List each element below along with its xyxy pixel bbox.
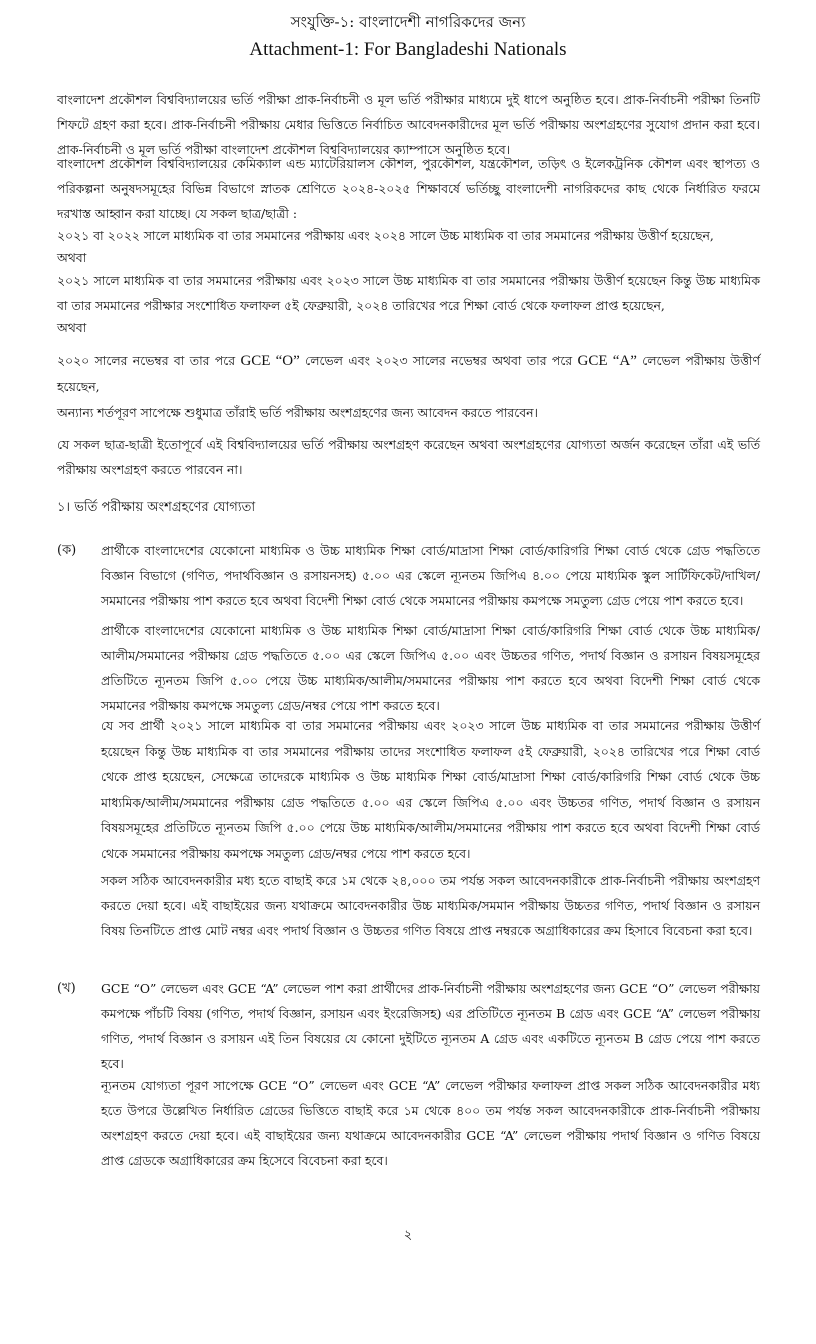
condition-3-part-3: লেভেল পরীক্ষায় উত্তীর্ণ হয়েছেন,: [57, 353, 760, 394]
condition-2: ২০২১ সালে মাধ্যমিক বা তার সমমানের পরীক্ষায় এবং ২০২৩ সালে উচ্চ মাধ্যমিক বা তার সমমানের পরীক্ষায় উত্তীর্ণ হয়েছেন কিন্তু উচ্চ মাধ্যমিক বা তার সমমানের পরীক্ষার সংশোধিত ফলাফল ৫ই ফেব্রুয়ারী, ২০২৪ তারিখের পরে শিক্ষা বোর্ড থেকে ফলাফল প্রাপ্ত হয়েছেন,: [57, 273, 760, 313]
clause-ka-label: (ক): [57, 543, 77, 558]
clause-kha-paragraph-2: ন্যূনতম যোগ্যতা পূরণ সাপেক্ষে GCE “O” লেভেল এবং GCE “A” লেভেল পরীক্ষার ফলাফল প্রাপ্ত সকল সঠিক আবেদনকারীর মধ্য হতে উপরে উল্লেখিত নির্ধারিত গ্রেডের ভিত্তিতে বাছাই করে ১ম থেকে ৪০০ তম পর্যন্ত সকল আবেদনকারীকে প্রাক-নির্বাচনী পরীক্ষায় অংশগ্রহণ করতে দেয়া হবে। এই বাছাইয়ের জন্য যথাক্রমে আবেদনকারীর GCE “A” লেভেল পরীক্ষায় পদার্থ বিজ্ঞান ও গণিত বিষয়ে প্রাপ্ত গ্রেডকে অগ্রাধিকারের ক্রম হিসেবে বিবেচনা করা হবে।: [101, 1078, 760, 1168]
condition-or-1: অথবা: [57, 250, 87, 265]
exclusion-statement: যে সকল ছাত্র-ছাত্রী ইতোপূর্বে এই বিশ্ববিদ্যালয়ের ভর্তি পরীক্ষায় অংশগ্রহণ করেছেন অথবা অংশগ্রহণের যোগ্যতা অর্জন করেছেন তাঁরা এই ভর্তি পরীক্ষায় অংশগ্রহণ করতে পারবেন না।: [57, 437, 760, 477]
page-number: ২: [403, 1228, 413, 1243]
condition-or-2: অথবা: [57, 320, 87, 335]
intro-paragraph-1: বাংলাদেশ প্রকৌশল বিশ্ববিদ্যালয়ের ভর্তি পরীক্ষা প্রাক-নির্বাচনী ও মূল ভর্তি পরীক্ষার মাধ্যমে দুই ধাপে অনুষ্ঠিত হবে। প্রাক-নির্বাচনী পরীক্ষা তিনটি শিফটে গ্রহণ করা হবে। প্রাক-নির্বাচনী পরীক্ষায় মেধার ভিত্তিতে নির্বাচিত আবেদনকারীদের মূল ভর্তি পরীক্ষায় অংশগ্রহণের সুযোগ প্রদান করা হবে। প্রাক-নির্বাচনী ও মূল ভর্তি পরীক্ষা বাংলাদেশ প্রকৌশল বিশ্ববিদ্যালয়ের ক্যাম্পাসে অনুষ্ঠিত হবে।: [57, 92, 760, 157]
condition-1: ২০২১ বা ২০২২ সালে মাধ্যমিক বা তার সমমানের পরীক্ষায় এবং ২০২৪ সালে উচ্চ মাধ্যমিক বা তার সমমানের পরীক্ষায় উত্তীর্ণ হয়েছেন,: [57, 228, 714, 243]
clause-ka-paragraph-1: প্রার্থীকে বাংলাদেশের যেকোনো মাধ্যমিক ও উচ্চ মাধ্যমিক শিক্ষা বোর্ড/মাদ্রাসা শিক্ষা বোর্ড/কারিগরি শিক্ষা বোর্ড থেকে গ্রেড পদ্ধতিতে বিজ্ঞান বিভাগে (গণিত, পদার্থবিজ্ঞান ও রসায়নসহ) ৫.০০ এর স্কেলে ন্যূনতম জিপিএ ৪.০০ পেয়ে মাধ্যমিক স্কুল সার্টিফিকেট/দাখিল/সমমানের পরীক্ষায় পাশ করতে হবে অথবা বিদেশী শিক্ষা বোর্ড থেকে সমমানের পরীক্ষায় কমপক্ষে সমতুল্য গ্রেড পেয়ে পাশ করতে হবে।: [101, 543, 760, 608]
clause-kha-label: (খ): [57, 981, 76, 996]
eligibility-statement: অন্যান্য শর্তপূরণ সাপেক্ষে শুধুমাত্র তাঁরাই ভর্তি পরীক্ষায় অংশগ্রহণের জন্য আবেদন করতে পারবেন।: [57, 405, 538, 420]
title-english: Attachment-1: For Bangladeshi Nationals: [249, 39, 567, 60]
condition-3-part-1: ২০২০ সালের নভেম্বর বা তার পরে: [57, 353, 241, 368]
condition-3-part-2: লেভেল এবং ২০২৩ সালের নভেম্বর অথবা তার পরে: [299, 353, 578, 368]
section-1-heading: ১। ভর্তি পরীক্ষায় অংশগ্রহণের যোগ্যতা: [57, 500, 256, 515]
clause-ka-paragraph-3: যে সব প্রার্থী ২০২১ সালে মাধ্যমিক বা তার সমমানের পরীক্ষায় এবং ২০২৩ সালে উচ্চ মাধ্যমিক বা তার সমমানের পরীক্ষায় উত্তীর্ণ হয়েছেন কিন্তু উচ্চ মাধ্যমিক বা তার সমমানের পরীক্ষায় তাদের সংশোধিত ফলাফল ৫ই ফেব্রুয়ারী, ২০২৪ তারিখের পরে শিক্ষা বোর্ড থেকে প্রাপ্ত হয়েছেন, সেক্ষেত্রে তাদেরকে মাধ্যমিক ও উচ্চ মাধ্যমিক শিক্ষা বোর্ড/মাদ্রাসা শিক্ষা বোর্ড/কারিগরি শিক্ষা বোর্ড থেকে উচ্চ মাধ্যমিক/আলীম/সমমানের পরীক্ষায় গ্রেড পদ্ধতিতে ৫.০০ এর স্কেলে জিপিএ ৫.০০ এবং উচ্চতর গণিত, পদার্থ বিজ্ঞান ও রসায়ন বিষয়সমূহের প্রতিটিতে ন্যূনতম জিপি ৫.০০ পেয়ে উচ্চ মাধ্যমিক/আলীম/সমমানের পরীক্ষায় পাশ করতে হবে অথবা বিদেশী শিক্ষা বোর্ড থেকে সমমানের পরীক্ষায় কমপক্ষে সমতুল্য গ্রেড/নম্বর পেয়ে পাশ করতে হবে।: [101, 718, 760, 861]
condition-3: [57, 348, 760, 399]
title-bengali: সংযুক্তি-১: বাংলাদেশী নাগরিকদের জন্য: [290, 13, 526, 31]
clause-kha-paragraph-1: GCE “O” লেভেল এবং GCE “A” লেভেল পাশ করা প্রার্থীদের প্রাক-নির্বাচনী পরীক্ষায় অংশগ্রহণের জন্য GCE “O” লেভেল পরীক্ষায় কমপক্ষে পাঁচটি বিষয় (গণিত, পদার্থ বিজ্ঞান, রসায়ন এবং ইংরেজিসহ) এর প্রতিটিতে ন্যূনতম B গ্রেড এবং GCE “A” লেভেল পরীক্ষায় গণিত, পদার্থ বিজ্ঞান ও রসায়ন এই তিন বিষয়ের যে কোনো দুইটিতে ন্যূনতম A গ্রেড এবং একটিতে ন্যূনতম B গ্রেড পেয়ে পাশ করতে হবে।: [101, 981, 760, 1071]
clause-ka-paragraph-4: সকল সঠিক আবেদনকারীর মধ্য হতে বাছাই করে ১ম থেকে ২৪,০০০ তম পর্যন্ত সকল আবেদনকারীকে প্রাক-নির্বাচনী পরীক্ষায় অংশগ্রহণ করতে দেয়া হবে। এই বাছাইয়ের জন্য যথাক্রমে আবেদনকারীর উচ্চ মাধ্যমিক/সমমান পরীক্ষায় উচ্চতর গণিত, পদার্থ বিজ্ঞান ও রসায়ন বিষয় তিনটিতে প্রাপ্ত মোট নম্বর এবং পদার্থ বিজ্ঞান ও উচ্চতর গণিত বিষয়ে প্রাপ্ত নম্বরকে অগ্রাধিকারের ক্রম হিসাবে বিবেচনা করা হবে।: [101, 873, 760, 938]
gce-o-level: GCE “O”: [240, 353, 300, 369]
clause-ka-paragraph-2: প্রার্থীকে বাংলাদেশের যেকোনো মাধ্যমিক ও উচ্চ মাধ্যমিক শিক্ষা বোর্ড/মাদ্রাসা শিক্ষা বোর্ড/কারিগরি শিক্ষা বোর্ড থেকে উচ্চ মাধ্যমিক/আলীম/সমমানের পরীক্ষায় গ্রেড পদ্ধতিতে ৫.০০ এর স্কেলে জিপিএ ৫.০০ এবং উচ্চতর গণিত, পদার্থ বিজ্ঞান ও রসায়ন বিষয়সমূহের প্রতিটিতে ন্যূনতম জিপি ৫.০০ পেয়ে উচ্চ মাধ্যমিক/আলীম/সমমানের পরীক্ষায় পাশ করতে হবে অথবা বিদেশী শিক্ষা বোর্ড থেকে সমমানের পরীক্ষায় কমপক্ষে সমতুল্য গ্রেড/নম্বর পেয়ে পাশ করতে হবে।: [101, 623, 760, 713]
intro-paragraph-2: বাংলাদেশ প্রকৌশল বিশ্ববিদ্যালয়ের কেমিক্যাল এন্ড ম্যাটেরিয়ালস কৌশল, পুরকৌশল, যন্ত্রকৌশল, তড়িৎ ও ইলেকট্রনিক কৌশল এবং স্থাপত্য ও পরিকল্পনা অনুষদসমূহের বিভিন্ন বিভাগে স্নাতক শ্রেণিতে ২০২৪-২০২৫ শিক্ষাবর্ষে ভর্তিচ্ছু বাংলাদেশী নাগরিকদের কাছ থেকে নির্ধারিত ফরমে দরখাস্ত আহ্বান করা যাচ্ছে। যে সকল ছাত্র/ছাত্রী :: [57, 156, 760, 221]
gce-a-level: GCE “A”: [577, 353, 637, 369]
